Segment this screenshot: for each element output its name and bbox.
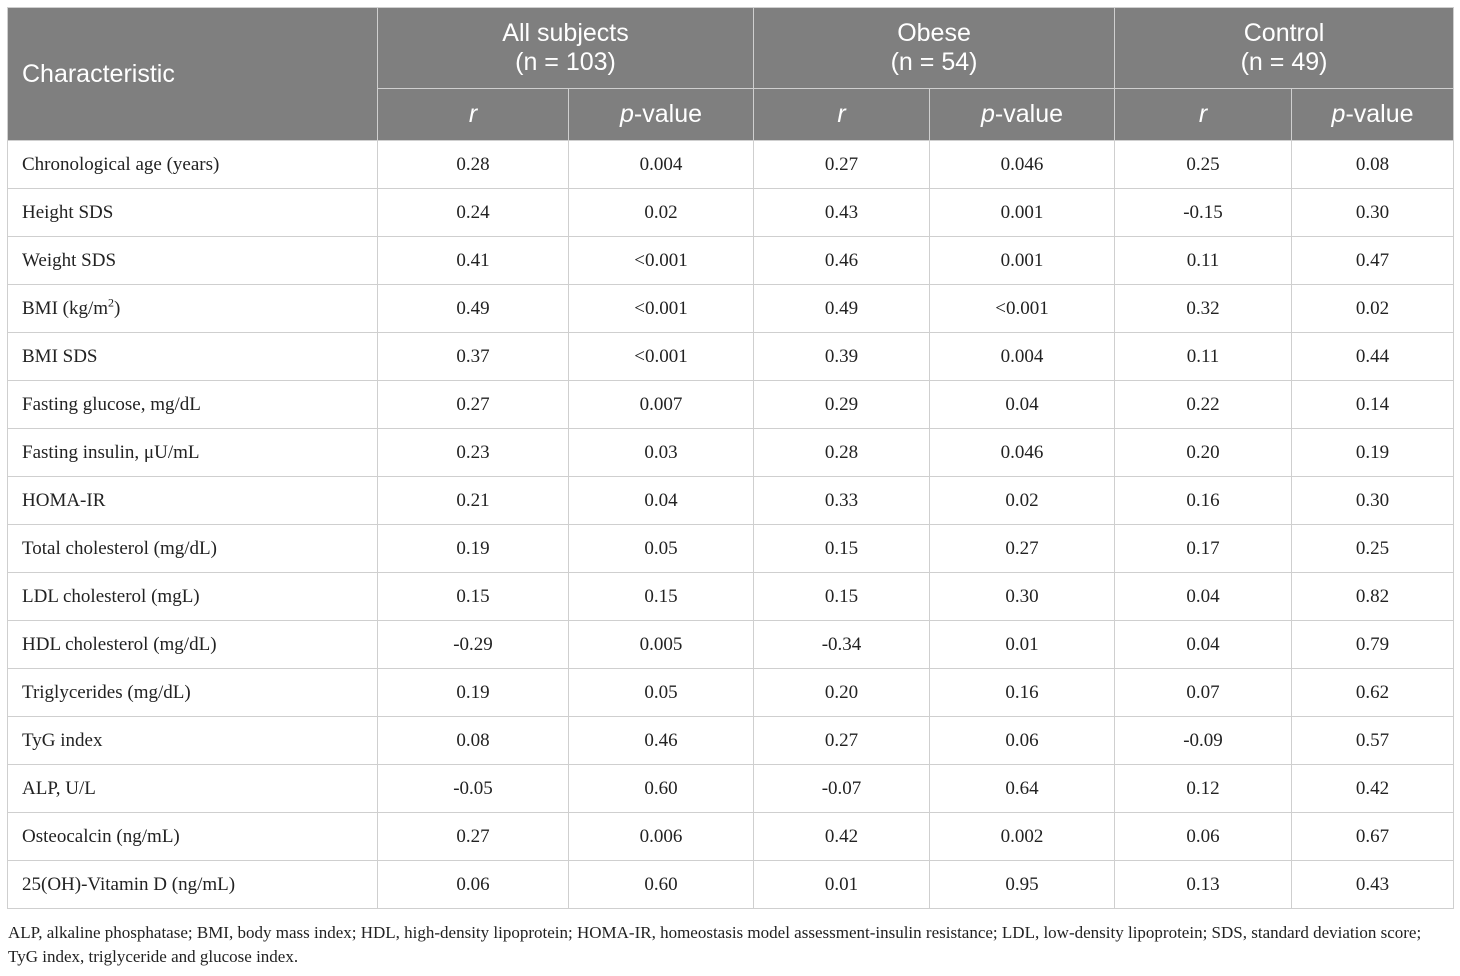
p-symbol: p — [620, 100, 634, 128]
group-count: (n = 54) — [890, 48, 978, 76]
cell-p-obese: <0.001 — [930, 285, 1115, 333]
cell-r-all: -0.05 — [378, 765, 569, 813]
cell-r-all: 0.19 — [378, 669, 569, 717]
characteristic-header: Characteristic — [8, 8, 378, 141]
cell-p-all: 0.60 — [569, 765, 754, 813]
table-row — [8, 189, 1454, 237]
cell-r-all: 0.19 — [378, 525, 569, 573]
row-label-text: BMI (kg/m — [22, 297, 109, 319]
cell-p-all: 0.05 — [569, 669, 754, 717]
cell-p-control: 0.19 — [1292, 429, 1454, 477]
cell-p-control: 0.30 — [1292, 189, 1454, 237]
cell-p-all: 0.15 — [569, 573, 754, 621]
table-row — [8, 525, 1454, 573]
r-header-obese — [754, 89, 930, 141]
table-row — [8, 717, 1454, 765]
row-label: Chronological age (years) — [8, 141, 378, 189]
superscript: 2 — [108, 295, 115, 310]
group-count: (n = 49) — [1240, 48, 1328, 76]
cell-p-obese: 0.06 — [930, 717, 1115, 765]
cell-p-obese: 0.002 — [930, 813, 1115, 861]
table-header — [8, 8, 1454, 141]
cell-p-control: 0.62 — [1292, 669, 1454, 717]
cell-r-control: 0.20 — [1115, 429, 1292, 477]
cell-r-obese: 0.15 — [754, 573, 930, 621]
cell-p-control: 0.30 — [1292, 477, 1454, 525]
cell-r-obese: 0.39 — [754, 333, 930, 381]
p-suffix: -value — [1345, 100, 1414, 128]
table-row — [8, 621, 1454, 669]
cell-p-control: 0.67 — [1292, 813, 1454, 861]
table-row — [8, 141, 1454, 189]
cell-p-obese: 0.001 — [930, 189, 1115, 237]
cell-p-all: 0.004 — [569, 141, 754, 189]
cell-r-obese: 0.27 — [754, 141, 930, 189]
cell-p-control: 0.14 — [1292, 381, 1454, 429]
cell-p-control: 0.43 — [1292, 861, 1454, 909]
cell-r-obese: 0.46 — [754, 237, 930, 285]
cell-r-obese: 0.01 — [754, 861, 930, 909]
table-row — [8, 477, 1454, 525]
row-label: HOMA-IR — [8, 477, 378, 525]
row-label: LDL cholesterol (mgL) — [8, 573, 378, 621]
cell-p-all: <0.001 — [569, 237, 754, 285]
group-name: All subjects — [502, 19, 629, 47]
row-label — [8, 285, 378, 333]
table-footnote: ALP, alkaline phosphatase; BMI, body mass index; HDL, high-density lipoprotein; HOMA-IR, homeostasis model assessment-insulin resistance; LDL, low-density lipoprotein; SDS, standard deviation score; TyG index, triglyceride and glucose index. — [8, 923, 1422, 966]
cell-r-obese: 0.28 — [754, 429, 930, 477]
cell-p-control: 0.44 — [1292, 333, 1454, 381]
p-symbol: p — [981, 100, 995, 128]
cell-p-all: 0.60 — [569, 861, 754, 909]
cell-r-all: 0.08 — [378, 717, 569, 765]
header-group-row — [8, 8, 1454, 89]
cell-p-obese: 0.16 — [930, 669, 1115, 717]
row-label: HDL cholesterol (mg/dL) — [8, 621, 378, 669]
table-row — [8, 333, 1454, 381]
row-label: Fasting insulin, μU/mL — [8, 429, 378, 477]
table-row — [8, 381, 1454, 429]
cell-r-obese: -0.07 — [754, 765, 930, 813]
group-header-obese — [754, 8, 1115, 89]
cell-r-control: 0.16 — [1115, 477, 1292, 525]
cell-p-control: 0.79 — [1292, 621, 1454, 669]
cell-r-obese: 0.43 — [754, 189, 930, 237]
cell-r-obese: 0.33 — [754, 477, 930, 525]
cell-p-obese: 0.30 — [930, 573, 1115, 621]
cell-r-obese: -0.34 — [754, 621, 930, 669]
cell-p-all: 0.46 — [569, 717, 754, 765]
p-suffix: -value — [633, 100, 702, 128]
p-value-header-all-subjects — [569, 89, 754, 141]
cell-p-control: 0.47 — [1292, 237, 1454, 285]
p-suffix: -value — [994, 100, 1064, 128]
r-symbol: r — [837, 100, 846, 128]
cell-p-obese: 0.004 — [930, 333, 1115, 381]
cell-p-control: 0.57 — [1292, 717, 1454, 765]
cell-p-all: 0.007 — [569, 381, 754, 429]
cell-p-obese: 0.95 — [930, 861, 1115, 909]
row-label: 25(OH)-Vitamin D (ng/mL) — [8, 861, 378, 909]
cell-p-control: 0.82 — [1292, 573, 1454, 621]
cell-p-obese: 0.046 — [930, 141, 1115, 189]
table-row — [8, 429, 1454, 477]
row-label: Height SDS — [8, 189, 378, 237]
r-header-control — [1115, 89, 1292, 141]
cell-p-all: <0.001 — [569, 333, 754, 381]
cell-r-control: -0.09 — [1115, 717, 1292, 765]
cell-p-obese: 0.04 — [930, 381, 1115, 429]
cell-r-all: 0.23 — [378, 429, 569, 477]
cell-p-obese: 0.02 — [930, 477, 1115, 525]
cell-r-control: 0.13 — [1115, 861, 1292, 909]
r-symbol: r — [468, 100, 478, 128]
group-name: Obese — [897, 19, 971, 47]
r-header-all-subjects — [378, 89, 569, 141]
p-value-header-obese — [930, 89, 1115, 141]
row-label: ALP, U/L — [8, 765, 378, 813]
cell-r-all: 0.15 — [378, 573, 569, 621]
cell-p-obese: 0.001 — [930, 237, 1115, 285]
cell-r-obese: 0.49 — [754, 285, 930, 333]
p-value-header-control — [1292, 89, 1454, 141]
cell-r-control: 0.12 — [1115, 765, 1292, 813]
group-name: Control — [1243, 19, 1325, 47]
r-symbol: r — [1198, 100, 1208, 128]
cell-r-obese: 0.15 — [754, 525, 930, 573]
cell-r-all: 0.37 — [378, 333, 569, 381]
cell-r-control: 0.11 — [1115, 333, 1292, 381]
cell-r-all: 0.27 — [378, 813, 569, 861]
cell-r-control: 0.04 — [1115, 621, 1292, 669]
table-row — [8, 285, 1454, 333]
cell-r-all: 0.21 — [378, 477, 569, 525]
row-label: Fasting glucose, mg/dL — [8, 381, 378, 429]
cell-p-all: 0.005 — [569, 621, 754, 669]
group-header-all-subjects — [378, 8, 754, 89]
cell-r-control: 0.25 — [1115, 141, 1292, 189]
cell-r-all: 0.27 — [378, 381, 569, 429]
cell-p-control: 0.08 — [1292, 141, 1454, 189]
correlation-table — [7, 7, 1454, 909]
cell-p-all: 0.05 — [569, 525, 754, 573]
cell-r-all: 0.06 — [378, 861, 569, 909]
cell-r-all: 0.24 — [378, 189, 569, 237]
cell-r-control: 0.06 — [1115, 813, 1292, 861]
cell-p-all: 0.03 — [569, 429, 754, 477]
cell-p-obese: 0.046 — [930, 429, 1115, 477]
cell-r-control: 0.11 — [1115, 237, 1292, 285]
row-label: TyG index — [8, 717, 378, 765]
cell-p-obese: 0.01 — [930, 621, 1115, 669]
row-label: Triglycerides (mg/dL) — [8, 669, 378, 717]
cell-r-obese: 0.20 — [754, 669, 930, 717]
cell-p-obese: 0.64 — [930, 765, 1115, 813]
cell-r-control: 0.07 — [1115, 669, 1292, 717]
group-count: (n = 103) — [515, 48, 616, 76]
cell-r-all: 0.49 — [378, 285, 569, 333]
cell-p-all: <0.001 — [569, 285, 754, 333]
row-label: Total cholesterol (mg/dL) — [8, 525, 378, 573]
cell-p-control: 0.42 — [1292, 765, 1454, 813]
cell-p-all: 0.006 — [569, 813, 754, 861]
cell-r-all: -0.29 — [378, 621, 569, 669]
cell-p-all: 0.02 — [569, 189, 754, 237]
cell-r-all: 0.28 — [378, 141, 569, 189]
cell-p-all: 0.04 — [569, 477, 754, 525]
cell-p-obese: 0.27 — [930, 525, 1115, 573]
group-header-control — [1115, 8, 1454, 89]
table-row — [8, 765, 1454, 813]
cell-r-control: 0.32 — [1115, 285, 1292, 333]
table-row — [8, 813, 1454, 861]
table-row — [8, 669, 1454, 717]
cell-r-all: 0.41 — [378, 237, 569, 285]
cell-r-obese: 0.27 — [754, 717, 930, 765]
p-symbol: p — [1331, 100, 1346, 128]
cell-r-obese: 0.42 — [754, 813, 930, 861]
cell-r-control: 0.22 — [1115, 381, 1292, 429]
cell-r-control: 0.04 — [1115, 573, 1292, 621]
row-label: Osteocalcin (ng/mL) — [8, 813, 378, 861]
cell-r-obese: 0.29 — [754, 381, 930, 429]
cell-p-control: 0.25 — [1292, 525, 1454, 573]
row-label-tail: ) — [114, 297, 121, 319]
cell-r-control: -0.15 — [1115, 189, 1292, 237]
row-label: Weight SDS — [8, 237, 378, 285]
row-label: BMI SDS — [8, 333, 378, 381]
cell-r-control: 0.17 — [1115, 525, 1292, 573]
table-row — [8, 861, 1454, 909]
table-row — [8, 573, 1454, 621]
table-row — [8, 237, 1454, 285]
table-body — [8, 141, 1454, 909]
cell-p-control: 0.02 — [1292, 285, 1454, 333]
